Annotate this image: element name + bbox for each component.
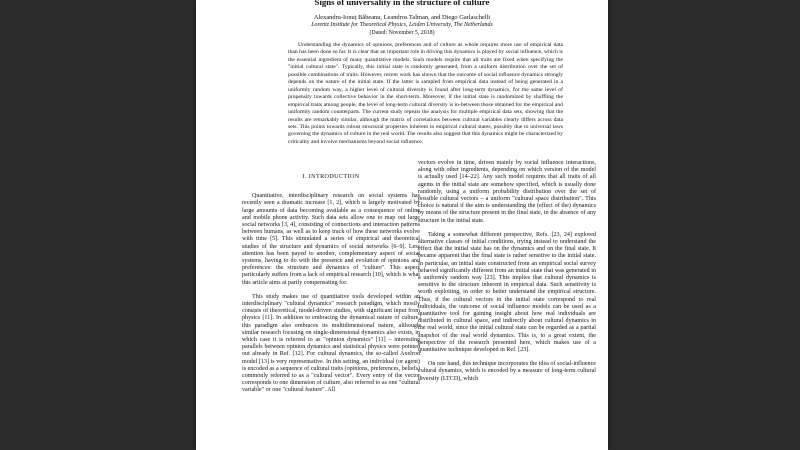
paper-authors: Alexandru-Ionuț Băbeanu, Leandros Talman, and Diego Garlaschelli (313, 14, 491, 21)
left-column (242, 174, 420, 402)
paragraph: Taking a somewhat different perspective, Refs. [23, 24] explored alternative classes of initial conditions, trying instead to understand the effect that the initial state has on the dynamics and on the final state. It became apparent that the final state is rather sensitive to the initial state. In particular, an initial state constructed from an empirical social survey behaved significantly different from an initial state that was generated in a uniformly random way [23]. This implies that cultural dynamics is sensitive to the structure inherent in empirical data. Such sensitivity is worth exploiting, in order to better understand the empirical structure. Thus, if the cultural vectors in the initial state correspond to real individuals, the outcome of social influence models can be used as a quantitative tool for gaining insight about how real individuals are distributed in cultural space, and indirectly about cultural dynamics in the real world, since the initial cultural state can be regarded as a partial snapshot of the real world dynamics. This is, to a great extent, the perspective of the research presented here, which makes use of a quantitative technique developed in Ref. [23]. (418, 231, 596, 354)
paper-dated: (Dated: November 5, 2018) (369, 30, 435, 36)
paper-title: Signs of universality in the structure of culture (314, 0, 490, 7)
paper-page (196, 0, 608, 450)
paragraph: vectors evolve in time, driven mainly by social influence interactions, along with other ingredients, depending on which version of the model is actually used [14–22]. Any such model requires that all traits of all agents in the initial state are somehow specified, which is usually done randomly, using a uniform probability distribution over the set of possible cultural vectors – a uniform "cultural space distribution". This choice is natural if the aim is understanding the (effect of the) dynamics by means of the structure present in the final state, in the absence of any structure in the initial state. (418, 160, 596, 224)
paragraph: On one hand, this technique incorporates the idea of social-influence cultural dynamics, which is encoded by a measure of long-term cultural diversity (LTCD), which (418, 361, 596, 382)
paragraph: Quantitative, interdisciplinary research on social systems has recently seen a dramatic increase [1, 2], which is largely motivated by large amounts of data becoming available as a consequence of online and mobile phone activity. Such data sets allow one to map out large social networks [3, 4], consisting of connections and interaction patterns between humans, as well as to keep track of how these networks evolve with time [5]. This stimulated a series of empirical and theoretical studies of the structure and dynamics of social networks [6–9]. Less attention has been payed to another, complementary aspect of social systems, having to do with the presence and evolution of opinions and preferences: the structure and dynamics of "culture". This aspect particularly suffers from a lack of empirical research [10], which is what this article aims at partly compensating for. (242, 193, 420, 286)
right-column (418, 160, 596, 390)
paper-affiliation: Lorentz Institute for Theoretical Physics, Leiden University, The Netherlands (311, 22, 493, 28)
section-heading: I. INTRODUCTION (302, 174, 360, 180)
paragraph: This study makes use of quantitative tools developed within an interdisciplinary "cultural dynamics" research paradigm, which mostly consists of theoretical, model-driven studies, with significant input from physics [11]. In addition to embracing the dynamical nature of culture, this paradigm also embraces its multidimensional nature, although similar research focusing on single-dimensional dynamics also exists, in which case it is referred to as "opinion dynamics" [11] – interesting parallels between opinion dynamics and statistical physics were pointed out already in Ref. [12]. For cultural dynamics, the so-called Axelrod model [13] is very representative. In this setting, an individual (or agent) is encoded as a sequence of cultural traits (opinions, preferences, beliefs) commonly referred to as a "cultural vector". Every entry of the vector corresponds to one dimension of culture, also referred to as one "cultural variable" or one "cultural feature". All (242, 293, 421, 394)
abstract: Understanding the dynamics of opinions, preferences and of culture as whole requires more use of empirical data than has been done so far. It is clear that an important role in driving this dynamics is played by social influence, which is the essential ingredient of many quantitative models. Such models require that all traits are fixed when specifying the "initial cultural state". Typically, this initial state is randomly generated, from a uniform distribution over the set of possible combinations of traits. However, recent work has shown that the outcome of social influence dynamics strongly depends on the nature of the initial state. If the latter is sampled from empirical data instead of being generated in a uniformly random way, a higher level of cultural diversity is found after long-term dynamics, for the same level of propensity towards collective behavior in the short-term. Moreover, if the initial state is randomized by shuffling the empirical traits among people, the level of long-term cultural diversity is in-between those obtained for the empirical and uniformly random counterparts. The current study repeats the analysis for multiple empirical data sets, showing that the results are remarkably similar, although the matrix of correlations between cultural variables clearly differs across data sets. This points towards robust structural properties inherent in empirical cultural states, possibly due to universal laws governing the dynamics of culture in the real world. The results also suggest that this dynamics might be characterized by criticality and involve mechanisms beyond social influence. (288, 42, 563, 145)
